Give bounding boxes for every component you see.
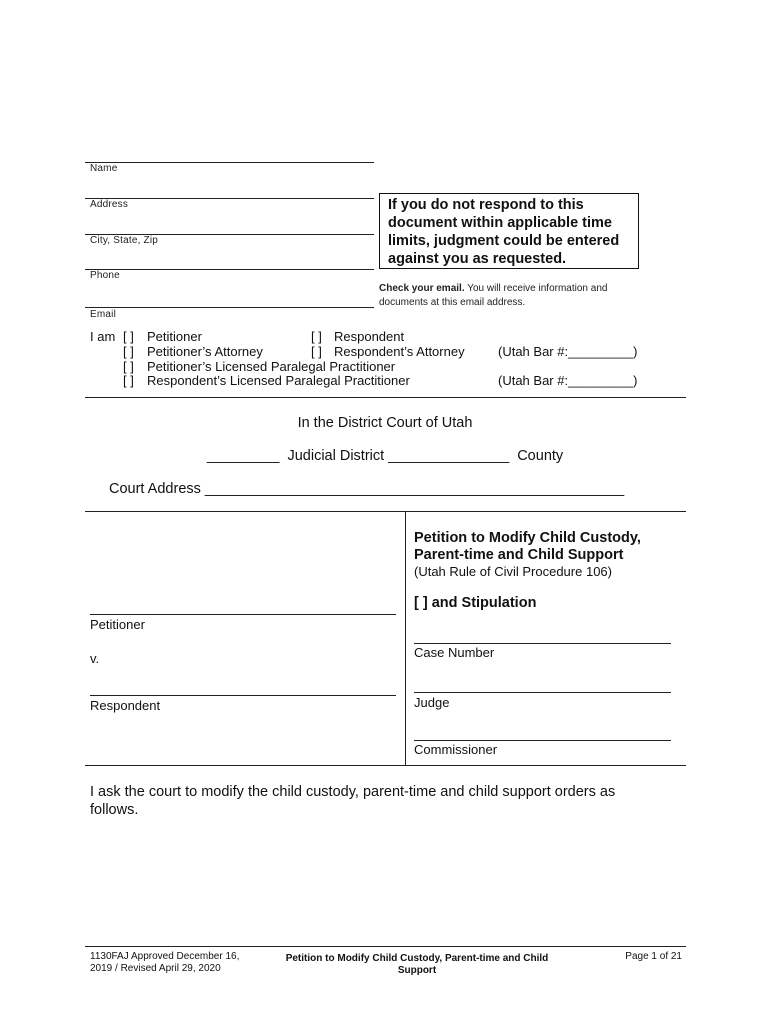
utah-bar-number-2[interactable]: (Utah Bar #:_________) <box>498 373 638 388</box>
address-label: Address <box>90 199 129 210</box>
email-note-text: You will receive information and documents at this email address. <box>379 283 608 308</box>
respondent-label: Respondent <box>90 698 161 713</box>
petitioner-paralegal-checkbox[interactable]: [ ] <box>123 359 134 374</box>
petition-title-line2: Parent-time and Child Support <box>414 547 624 563</box>
petitioner-paralegal-option: Petitioner’s Licensed Paralegal Practitioner <box>147 359 396 374</box>
petitioner-name-line[interactable] <box>90 614 396 615</box>
court-address-line[interactable]: Court Address ____________________________________________________ <box>109 481 625 497</box>
caption-divider <box>405 511 406 766</box>
respondent-attorney-checkbox[interactable]: [ ] <box>311 344 322 359</box>
respondent-checkbox[interactable]: [ ] <box>311 329 322 344</box>
petitioner-attorney-option: Petitioner’s Attorney <box>147 344 263 359</box>
judge-label: Judge <box>414 695 450 710</box>
footer-page-number: Page 1 of 21 <box>625 951 682 962</box>
case-number-label: Case Number <box>414 645 495 660</box>
respondent-paralegal-checkbox[interactable]: [ ] <box>123 373 134 388</box>
judicial-district-line[interactable]: _________ Judicial District _______________ County <box>206 448 564 464</box>
phone-label: Phone <box>90 270 120 281</box>
name-label: Name <box>90 163 118 174</box>
petition-body-text: I ask the court to modify the child custody, parent-time and child support orders as follows. <box>90 784 616 818</box>
petition-title-line1: Petition to Modify Child Custody, <box>414 530 641 546</box>
respondent-attorney-option: Respondent’s Attorney <box>334 344 465 359</box>
commissioner-label: Commissioner <box>414 742 498 757</box>
rule-citation: (Utah Rule of Civil Procedure 106) <box>414 564 612 579</box>
i-am-label: I am <box>90 329 116 344</box>
phone-line[interactable] <box>85 269 374 270</box>
utah-bar-number-1[interactable]: (Utah Bar #:_________) <box>498 344 638 359</box>
name-line[interactable] <box>85 162 374 163</box>
address-line[interactable] <box>85 198 374 199</box>
case-number-line[interactable] <box>414 643 671 644</box>
petitioner-attorney-checkbox[interactable]: [ ] <box>123 344 134 359</box>
footer-rule <box>85 946 686 947</box>
petitioner-checkbox[interactable]: [ ] <box>123 329 134 344</box>
commissioner-line[interactable] <box>414 740 671 741</box>
petitioner-label: Petitioner <box>90 617 145 632</box>
response-warning-box: If you do not respond to this document within applicable time limits, judgment could be entered against you as requested. <box>379 193 639 269</box>
email-label: Email <box>90 309 117 320</box>
email-note-bold: Check your email. <box>379 283 465 294</box>
roles-divider <box>85 397 686 398</box>
footer-form-id: 1130FAJ Approved December 16, 2019 / Revised April 29, 2020 <box>90 951 240 974</box>
caption-bottom-rule <box>85 765 686 766</box>
footer-title: Petition to Modify Child Custody, Parent-time and Child Support <box>285 953 549 976</box>
city-label: City, State, Zip <box>90 235 159 246</box>
petitioner-option: Petitioner <box>147 329 202 344</box>
caption-top-rule <box>85 511 686 512</box>
respondent-name-line[interactable] <box>90 695 396 696</box>
respondent-option: Respondent <box>334 329 405 344</box>
versus-label: v. <box>90 651 100 666</box>
email-note <box>379 282 647 310</box>
court-heading: In the District Court of Utah <box>297 415 473 431</box>
respondent-paralegal-option: Respondent’s Licensed Paralegal Practitioner <box>147 373 410 388</box>
email-line[interactable] <box>85 307 374 308</box>
stipulation-checkbox[interactable]: [ ] and Stipulation <box>414 595 537 611</box>
judge-line[interactable] <box>414 692 671 693</box>
